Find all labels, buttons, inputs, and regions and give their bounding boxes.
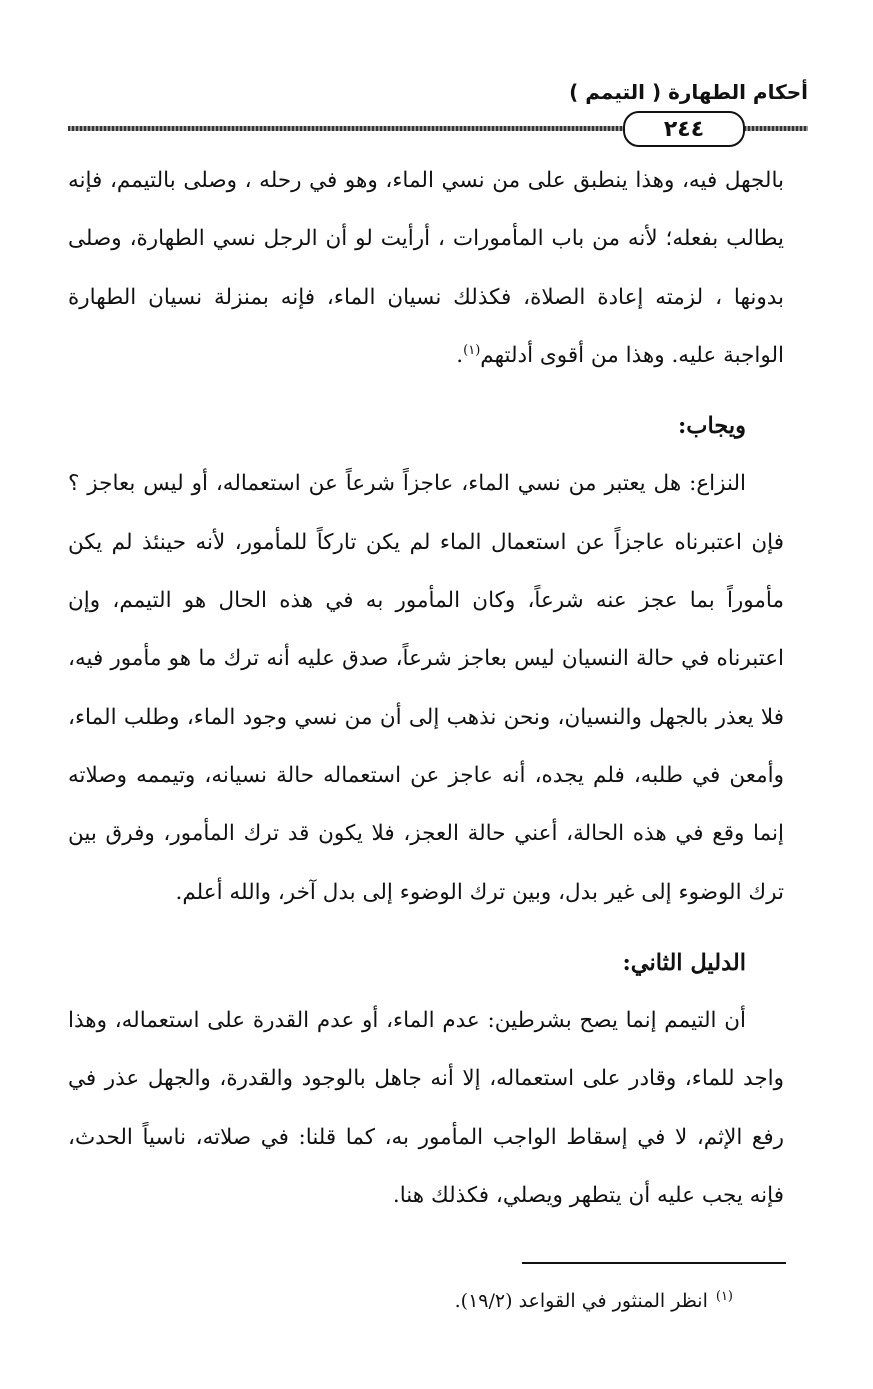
footnote-reference: (١) [463,342,481,358]
heading-second-evidence: الدليل الثاني: [622,949,746,976]
footnote-text: انظر المنثور في القواعد (١٩/٢). [454,1290,708,1312]
heading-response: ويجاب: [678,413,746,440]
spacer [68,922,784,934]
page-number: ٢٤٤ [623,111,745,147]
paragraph-1 [68,152,784,385]
paragraph-2: النزاع: هل يعتبر من نسي الماء، عاجزاً شرعاً عن استعماله، أو ليس بعاجز ؟ فإن اعتبرناه عاجزاً عن استعمال الماء لم يكن تاركاً للمأمور، لأنه حينئذ لم يكن مأموراً بما عجز عنه شرعاً، وكان المأمور به في هذه الحال هو التيمم، وإن اعتبرناه في حالة النسيان ليس بعاجز شرعاً، صدق عليه أنه ترك ما هو مأمور فيه، فلا يعذر بالجهل والنسيان، ونحن نذهب إلى أن من نسي وجود الماء، وطلب الماء، وأمعن في طلبه، فلم يجده، أنه عاجز عن استعماله حالة نسيانه، وتيممه وصلاته إنما وقع في هذه الحالة، أعني حالة العجز، فلا يكون قد ترك المأمور، وفرق بين ترك الوضوء إلى غير بدل، وبين ترك الوضوء إلى بدل آخر، والله أعلم. [68,471,784,905]
spacer [68,385,784,397]
running-title: أحكام الطهارة ( التيمم ) [569,80,808,104]
footnote-mark: (١) [715,1288,733,1304]
paragraph-1-text: بالجهل فيه، وهذا ينطبق على من نسي الماء، وهو في رحله ، وصلى بالتيمم، فإنه يطالب بفعله؛ لأنه من باب المأمورات ، أرأيت لو أن الرجل نسي الطهارة، وصلى بدونها ، لزمته إعادة الصلاة، فكذلك نسيان الماء، فإنه بمنزلة نسيان الطهارة الواجبة عليه. وهذا من أقوى أدلتهم [68,168,784,368]
page-body [68,152,784,1225]
footnote-1 [455,1287,733,1315]
footnote-separator [522,1262,786,1264]
paragraph-1-end: . [456,342,464,368]
paragraph-3: أن التيمم إنما يصح بشرطين: عدم الماء، أو عدم القدرة على استعماله، وهذا واجد للماء، وقادر على استعماله، إلا أنه جاهل بالوجود والقدرة، والجهل عذر في رفع الإثم، لا في إسقاط الواجب المأمور به، كما قلنا: في صلاته، ناسياً الحدث، فإنه يجب عليه أن يتطهر ويصلي، فكذلك هنا. [68,1008,784,1209]
page-header [68,76,808,146]
